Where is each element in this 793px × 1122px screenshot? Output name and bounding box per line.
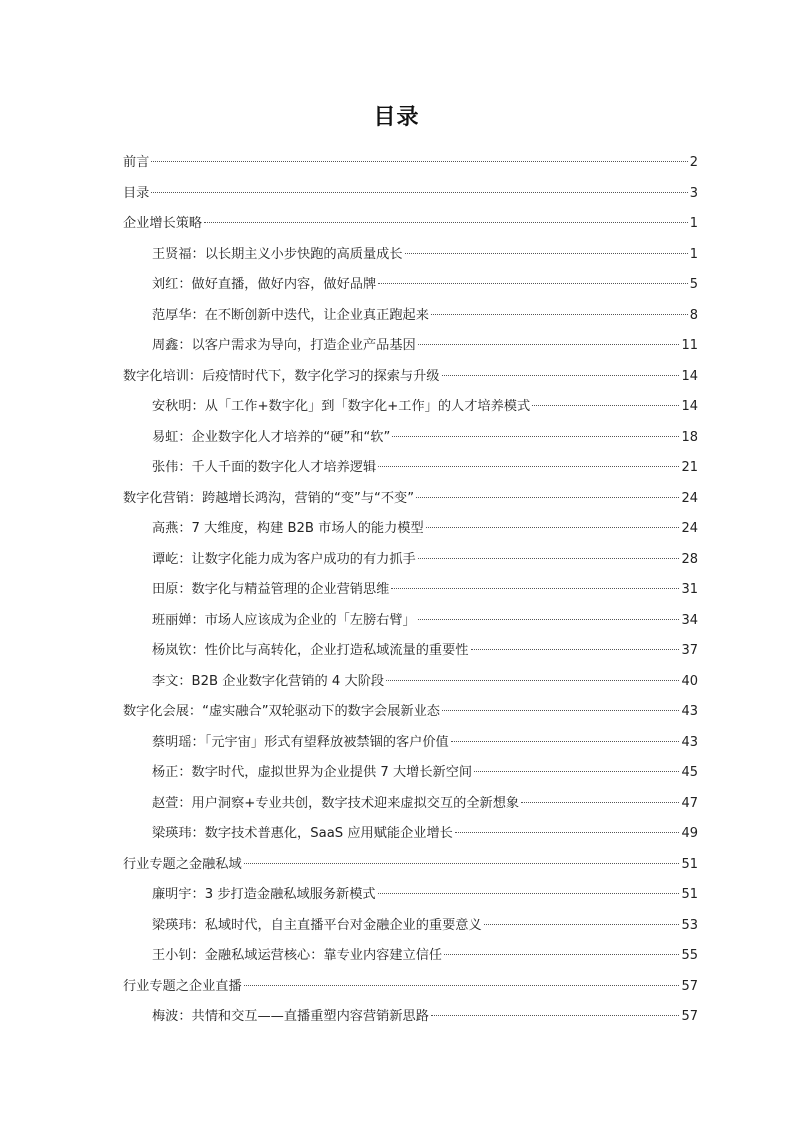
toc-section-entry[interactable] [123, 758, 698, 789]
toc-entry-title: 谭屹：让数字化能力成为客户成功的有力抓手 [152, 551, 416, 567]
toc-entry-title: 赵萱：用户洞察+专业共创，数字技术迎来虚拟交互的全新想象 [152, 795, 520, 811]
toc-section-entry[interactable] [123, 819, 698, 850]
toc-entry-title: 廉明宇：3 步打造金融私域服务新模式 [152, 887, 376, 902]
toc-entry-page-number: 24 [681, 490, 698, 506]
toc-section-entry[interactable] [123, 514, 698, 545]
toc-entry-title: 田原：数字化与精益管理的企业营销思维 [152, 582, 390, 597]
toc-entry-title: 前言 [123, 155, 150, 170]
toc-entry-page-number: 57 [681, 978, 698, 994]
toc-entry-title: 张伟：千人千面的数字化人才培养逻辑 [152, 460, 377, 475]
dot-leader [391, 588, 679, 589]
toc-entry-page-number: 1 [689, 246, 698, 262]
toc-chapter-entry[interactable] [123, 850, 698, 881]
dot-leader [442, 710, 679, 711]
toc-section-entry[interactable] [123, 270, 698, 301]
dot-leader [455, 832, 680, 833]
toc-entry-title: 数字化会展：“虚实融合”双轮驱动下的数字会展新业态 [123, 704, 440, 719]
toc-entry-page-number: 55 [681, 948, 698, 963]
toc-entry-title: 杨正：数字时代，虚拟世界为企业提供 7 大增长新空间 [152, 765, 473, 780]
toc-section-entry[interactable] [123, 880, 698, 911]
dot-leader [484, 924, 680, 925]
toc-section-entry[interactable] [123, 575, 698, 606]
toc-entry-title: 范厚华：在不断创新中迭代，让企业真正跑起来 [152, 307, 429, 323]
toc-entry-page-number: 37 [681, 643, 698, 658]
toc-entry-title: 行业专题之企业直播 [123, 978, 242, 994]
toc-section-entry[interactable] [123, 545, 698, 576]
page-title: 目录 [373, 105, 420, 130]
dot-leader [418, 619, 680, 620]
dot-leader [451, 741, 680, 742]
toc-entry-page-number: 1 [689, 216, 698, 231]
dot-leader [521, 802, 679, 803]
dot-leader [204, 222, 688, 223]
toc-section-entry[interactable] [123, 453, 698, 484]
toc-entry-page-number: 34 [681, 612, 698, 628]
toc-entry-title: 李文：B2B 企业数字化营销的 4 大阶段 [152, 673, 385, 689]
toc-entry-page-number: 21 [681, 460, 698, 475]
toc-entry-title: 梅波：共情和交互——直播重塑内容营销新思路 [152, 1009, 429, 1024]
toc-entry-title: 刘红：做好直播，做好内容，做好品牌 [152, 277, 377, 292]
toc-section-entry[interactable] [123, 423, 698, 454]
toc-entry-title: 王小钊：金融私域运营核心：靠专业内容建立信任 [152, 948, 443, 963]
dot-leader [474, 771, 679, 772]
toc-entry-page-number: 24 [681, 521, 698, 536]
dot-leader [471, 649, 680, 650]
toc-entry-title: 企业增长策略 [123, 216, 203, 231]
toc-entry-page-number: 3 [689, 185, 698, 201]
toc-entry-title: 易虹：企业数字化人才培养的“硬”和“软” [152, 429, 391, 445]
toc-entry-page-number: 51 [681, 887, 698, 902]
dot-leader [532, 405, 679, 406]
dot-leader [244, 985, 680, 986]
toc-section-entry[interactable] [123, 728, 698, 759]
toc-section-entry[interactable] [123, 789, 698, 820]
toc-entry-page-number: 45 [681, 765, 698, 780]
toc-entry-page-number: 14 [681, 368, 698, 384]
dot-leader [431, 314, 688, 315]
dot-leader [378, 283, 688, 284]
toc-section-entry[interactable] [123, 667, 698, 698]
dot-leader [416, 497, 679, 498]
dot-leader [418, 558, 680, 559]
toc-section-entry[interactable] [123, 606, 698, 637]
toc-entry-page-number: 18 [681, 429, 698, 445]
toc-chapter-entry[interactable] [123, 362, 698, 393]
toc-entry-title: 高燕：7 大维度，构建 B2B 市场人的能力模型 [152, 521, 424, 536]
toc-entry-title: 蔡明瑶：「元宇宙」形式有望释放被禁锢的客户价值 [152, 734, 449, 750]
dot-leader [426, 527, 680, 528]
toc-entry-page-number: 47 [681, 795, 698, 811]
dot-leader [392, 436, 679, 437]
toc-entry-title: 周鑫：以客户需求为导向，打造企业产品基因 [152, 338, 416, 353]
toc-chapter-entry[interactable] [123, 209, 698, 240]
table-of-contents [123, 148, 698, 1033]
toc-section-entry[interactable] [123, 301, 698, 332]
toc-chapter-entry[interactable] [123, 697, 698, 728]
dot-leader [151, 161, 687, 162]
toc-entry-page-number: 14 [681, 399, 698, 414]
toc-entry-title: 行业专题之金融私域 [123, 856, 242, 872]
toc-entry-page-number: 43 [681, 704, 698, 719]
dot-leader [378, 466, 679, 467]
toc-entry-page-number: 40 [681, 673, 698, 689]
toc-section-entry[interactable] [123, 911, 698, 942]
toc-chapter-entry[interactable] [123, 148, 698, 179]
toc-chapter-entry[interactable] [123, 972, 698, 1003]
toc-entry-page-number: 31 [681, 582, 698, 597]
toc-entry-title: 杨岚钦：性价比与高转化，企业打造私域流量的重要性 [152, 643, 469, 658]
toc-entry-title: 数字化培训：后疫情时代下，数字化学习的探索与升级 [123, 368, 440, 384]
dot-leader [244, 863, 680, 864]
toc-section-entry[interactable] [123, 392, 698, 423]
toc-section-entry[interactable] [123, 331, 698, 362]
toc-entry-page-number: 53 [681, 917, 698, 933]
toc-entry-title: 王贤福：以长期主义小步快跑的高质量成长 [152, 246, 403, 262]
toc-chapter-entry[interactable] [123, 179, 698, 210]
toc-entry-page-number: 51 [681, 856, 698, 872]
dot-leader [151, 192, 687, 193]
toc-entry-page-number: 43 [681, 734, 698, 750]
dot-leader [418, 344, 680, 345]
dot-leader [444, 954, 679, 955]
dot-leader [405, 253, 688, 254]
toc-entry-page-number: 28 [681, 551, 698, 567]
dot-leader [378, 893, 680, 894]
toc-entry-page-number: 49 [681, 826, 698, 841]
toc-entry-title: 目录 [123, 185, 150, 201]
toc-entry-page-number: 11 [681, 338, 698, 353]
toc-section-entry[interactable] [123, 1002, 698, 1033]
dot-leader [431, 1015, 680, 1016]
dot-leader [442, 375, 680, 376]
toc-entry-title: 班丽婵：市场人应该成为企业的「左膀右臂」 [152, 612, 416, 628]
toc-section-entry[interactable] [123, 636, 698, 667]
toc-section-entry[interactable] [123, 941, 698, 972]
toc-entry-page-number: 57 [681, 1009, 698, 1024]
dot-leader [386, 680, 679, 681]
toc-entry-page-number: 8 [689, 307, 698, 323]
toc-entry-title: 安秋明：从「工作+数字化」到「数字化+工作」的人才培养模式 [152, 399, 531, 414]
toc-section-entry[interactable] [123, 240, 698, 271]
toc-entry-title: 梁瑛玮：数字技术普惠化，SaaS 应用赋能企业增长 [152, 826, 453, 841]
toc-entry-page-number: 5 [689, 277, 698, 292]
toc-entry-title: 数字化营销：跨越增长鸿沟，营销的“变”与“不变” [123, 490, 415, 506]
toc-entry-title: 梁瑛玮：私域时代，自主直播平台对金融企业的重要意义 [152, 917, 482, 933]
toc-chapter-entry[interactable] [123, 484, 698, 515]
toc-entry-page-number: 2 [689, 155, 698, 170]
